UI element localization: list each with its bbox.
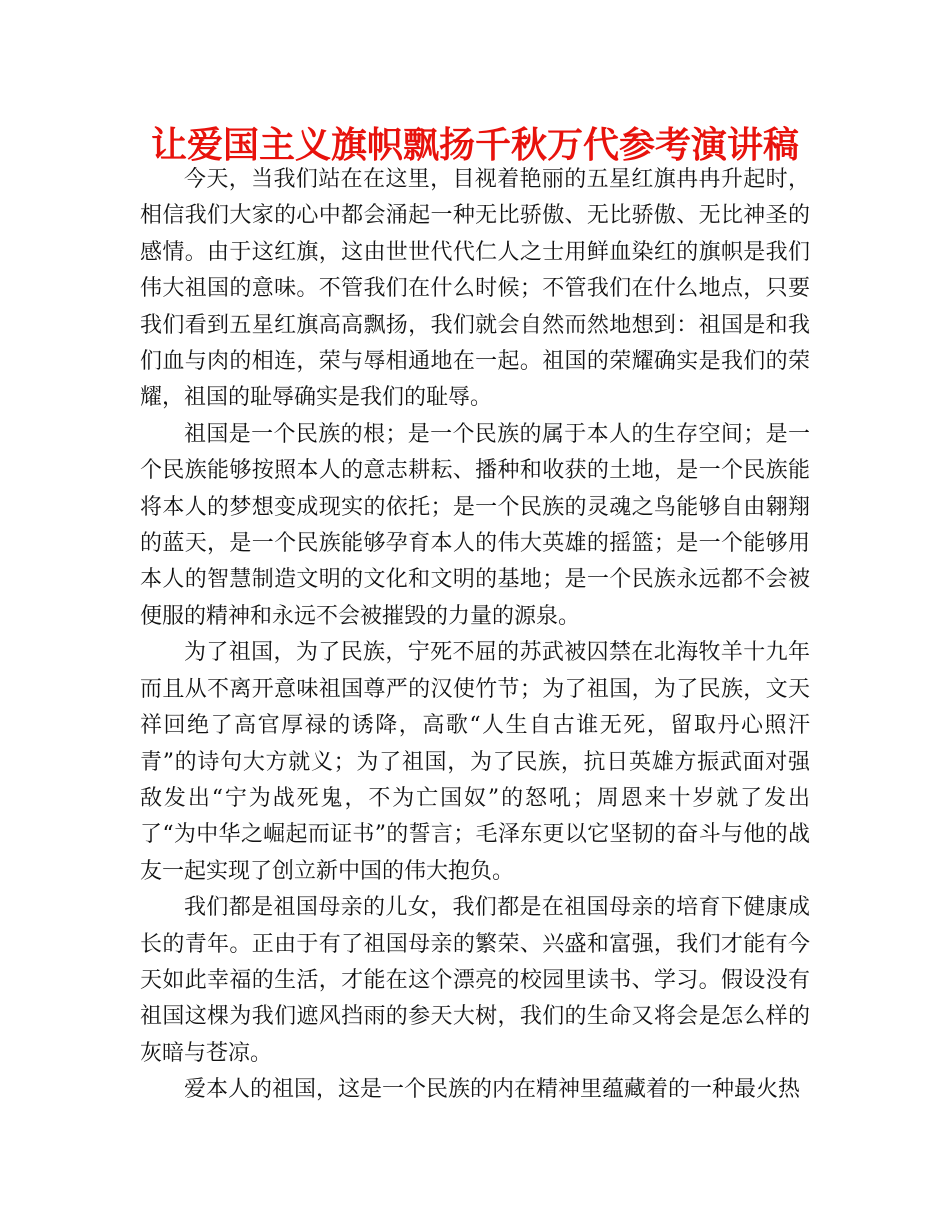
paragraph-1: 今天，当我们站在在这里，目视着艳丽的五星红旗冉冉升起时，相信我们大家的心中都会涌起一种无比骄傲、无比骄傲、无比神圣的感情。由于这红旗，这由世世代代仁人之士用鲜血染红的旗帜是我们伟大祖国的意味。不管我们在什么时候；不管我们在什么地点，只要我们看到五星红旗高高飘扬，我们就会自然而然地想到：祖国是和我们血与肉的相连，荣与辱相通地在一起。祖国的荣耀确实是我们的荣耀，祖国的耻辱确实是我们的耻辱。 — [140, 167, 810, 411]
paragraph-5: 爱本人的祖国，这是一个民族的内在精神里蕴藏着的一种最火热 — [184, 1077, 801, 1103]
document-title: 让爱国主义旗帜飘扬千秋万代参考演讲稿 — [150, 125, 799, 166]
paragraph-4: 我们都是祖国母亲的儿女，我们都是在祖国母亲的培育下健康成长的青年。正由于有了祖国母亲的繁荣、兴盛和富强，我们才能有今天如此幸福的生活，才能在这个漂亮的校园里读书、学习。假设没有祖国这棵为我们遮风挡雨的参天大树，我们的生命又将会是怎么样的灰暗与苍凉。 — [140, 895, 810, 1066]
document-body — [140, 162, 810, 1109]
paragraph-2: 祖国是一个民族的根；是一个民族的属于本人的生存空间；是一个民族能够按照本人的意志耕耘、播种和收获的土地，是一个民族能将本人的梦想变成现实的依托；是一个民族的灵魂之鸟能够自由翱翔的蓝天，是一个民族能够孕育本人的伟大英雄的摇篮；是一个能够用本人的智慧制造文明的文化和文明的基地；是一个民族永远都不会被便服的精神和永远不会被摧毁的力量的源泉。 — [140, 421, 810, 629]
paragraph-3: 为了祖国，为了民族，宁死不屈的苏武被囚禁在北海牧羊十九年而且从不离开意味祖国尊严的汉使竹节；为了祖国，为了民族，文天祥回绝了高官厚禄的诱降，高歌“人生自古谁无死，留取丹心照汗青”的诗句大方就义；为了祖国，为了民族，抗日英雄方振武面对强敌发出“宁为战死鬼，不为亡国奴”的怒吼；周恩来十岁就了发出了“为中华之崛起而证书”的誓言；毛泽东更以它坚韧的奋斗与他的战友一起实现了创立新中国的伟大抱负。 — [140, 640, 810, 884]
